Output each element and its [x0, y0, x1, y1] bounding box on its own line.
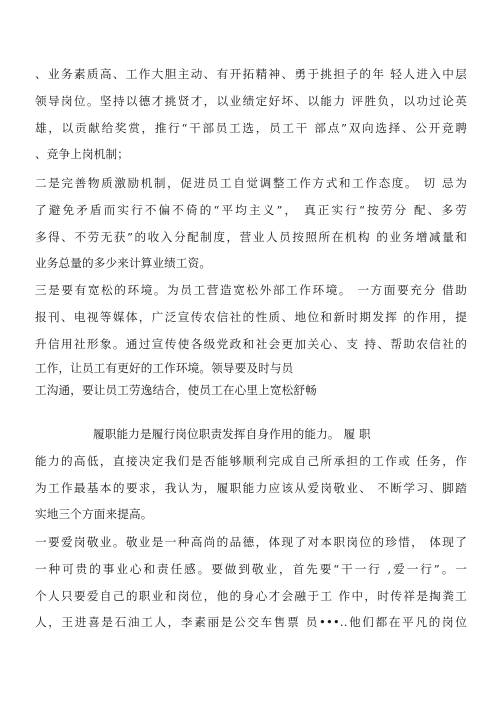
paragraph-cadre-selection — [35, 61, 467, 168]
paragraph-love-job-dedication — [35, 529, 467, 636]
paragraph-job-competence — [35, 421, 467, 528]
text-line: 履职能力是履行岗位职责发挥自身作用的能力。 履 职 — [93, 427, 371, 441]
text-line: 能力的高低，直接决定我们是否能够顺利完成自己所承担的工作或 任务，作 — [35, 453, 467, 468]
text-line: 升信用社形象。通过宣传使各级党政和社会更加关心、支 持、帮助农信社的 — [35, 336, 467, 351]
text-line: 一种可贵的事业心和责任感。要做到敬业，首先要“干一行 ,爱一行”。一 — [35, 561, 467, 576]
paragraph-relaxed-environment — [35, 277, 467, 401]
text-line: 个人只要爱自己的职业和岗位，他的身心才会融于工 作中，时传祥是掏粪工 — [35, 588, 467, 603]
text-line: 为工作最基本的要求，我认为，履职能力应该从爱岗敬业、 不断学习、脚踏 — [35, 480, 467, 495]
text-line: 了避免矛盾而实行不偏不倚的“平均主义”， 真正实行“按劳分 配、多劳 — [35, 202, 467, 217]
text-line: 一要爱岗敬业。敬业是一种高尚的品德，体现了对本职岗位的珍惜， 体现了 — [35, 535, 467, 549]
paragraph-material-incentive — [35, 170, 467, 277]
text-line: 二是完善物质激励机制，促进员工自觉调整工作方式和工作态度。 切 忌为 — [35, 176, 467, 190]
text-line: 多得、不劳无获”的收入分配制度，营业人员按照所在机构 的业务增减量和 — [35, 229, 467, 244]
text-line: 人，王进喜是石油工人，李素丽是公交车售票 员•••..他们都在平凡的岗位 — [35, 615, 467, 630]
text-line: 实地三个方面来提高。 — [35, 507, 153, 522]
text-line: 工沟通，要让员工劳逸结合，使员工在心里上宽松舒畅 — [35, 383, 317, 398]
text-line: 、业务素质高、工作大胆主动、有开拓精神、勇于挑担子的年 轻人进入中层 — [35, 67, 467, 81]
text-line: 业务总量的多少来计算业绩工资。 — [35, 256, 212, 271]
text-line: 领导岗位。坚持以德才挑贤才，以业绩定好坏、以能力 评胜负，以功过论英 — [35, 93, 467, 108]
text-line: 工作，让员工有更好的工作环境。领导要及时与员 — [35, 361, 294, 376]
text-line: 、竞争上岗机制； — [35, 147, 129, 162]
text-line: 报刊、电视等媒体，广泛宣传农信社的性质、地位和新时期发挥 的作用，提 — [35, 309, 467, 324]
text-line: 三是要有宽松的环境。为员工营造宽松外部工作环境。 一方面要充分 借助 — [35, 283, 467, 297]
text-line: 雄，以贡献给奖赏，推行“干部员工选，员工干 部点”双向选择、公开竞聘 — [35, 120, 467, 135]
